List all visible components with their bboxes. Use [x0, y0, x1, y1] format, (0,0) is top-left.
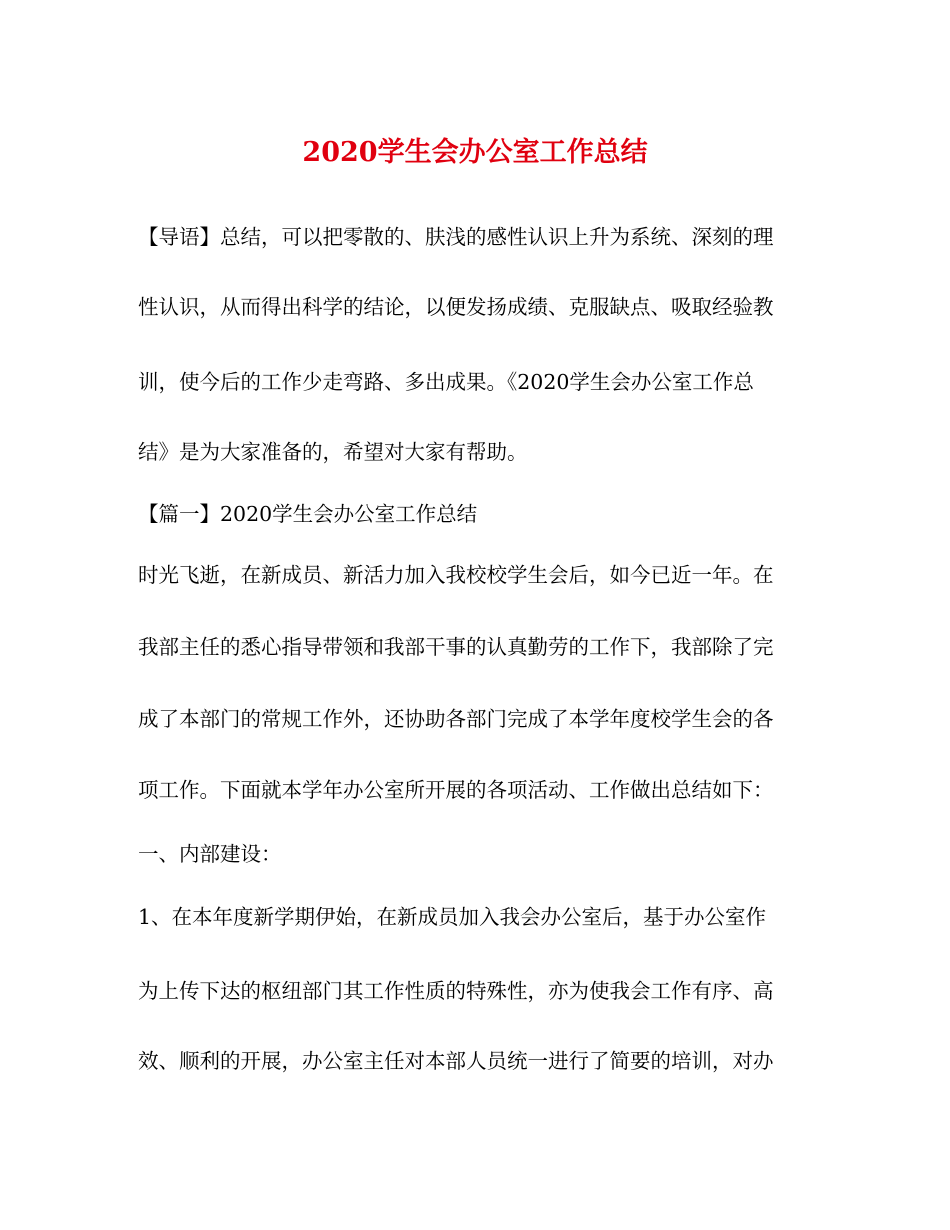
section-heading: 【篇一】2020学生会办公室工作总结 [138, 502, 478, 526]
subsection-heading: 一、内部建设： [138, 842, 282, 866]
paragraph-line: 为上传下达的枢纽部门其工作性质的特殊性，亦为使我会工作有序、高 [138, 979, 774, 1003]
paragraph-line: 【导语】总结，可以把零散的、肤浅的感性认识上升为系统、深刻的理 [138, 225, 774, 249]
paragraph-line: 项工作。下面就本学年办公室所开展的各项活动、工作做出总结如下： [138, 778, 774, 802]
paragraph-line: 效、顺利的开展，办公室主任对本部人员统一进行了简要的培训，对办 [138, 1049, 774, 1073]
paragraph-line: 性认识，从而得出科学的结论，以便发扬成绩、克服缺点、吸取经验教 [138, 295, 774, 319]
paragraph-line: 训，使今后的工作少走弯路、多出成果。《2020学生会办公室工作总 [138, 370, 754, 394]
paragraph-line: 时光飞逝，在新成员、新活力加入我校校学生会后，如今已近一年。在 [138, 563, 774, 587]
document-title: 2020学生会办公室工作总结 [302, 137, 648, 168]
paragraph-line: 1、在本年度新学期伊始，在新成员加入我会办公室后，基于办公室作 [138, 905, 767, 929]
paragraph-line: 我部主任的悉心指导带领和我部干事的认真勤劳的工作下，我部除了完 [138, 635, 774, 659]
paragraph-line: 结》是为大家准备的，希望对大家有帮助。 [138, 440, 528, 464]
paragraph-line: 成了本部门的常规工作外，还协助各部门完成了本学年度校学生会的各 [138, 707, 774, 731]
